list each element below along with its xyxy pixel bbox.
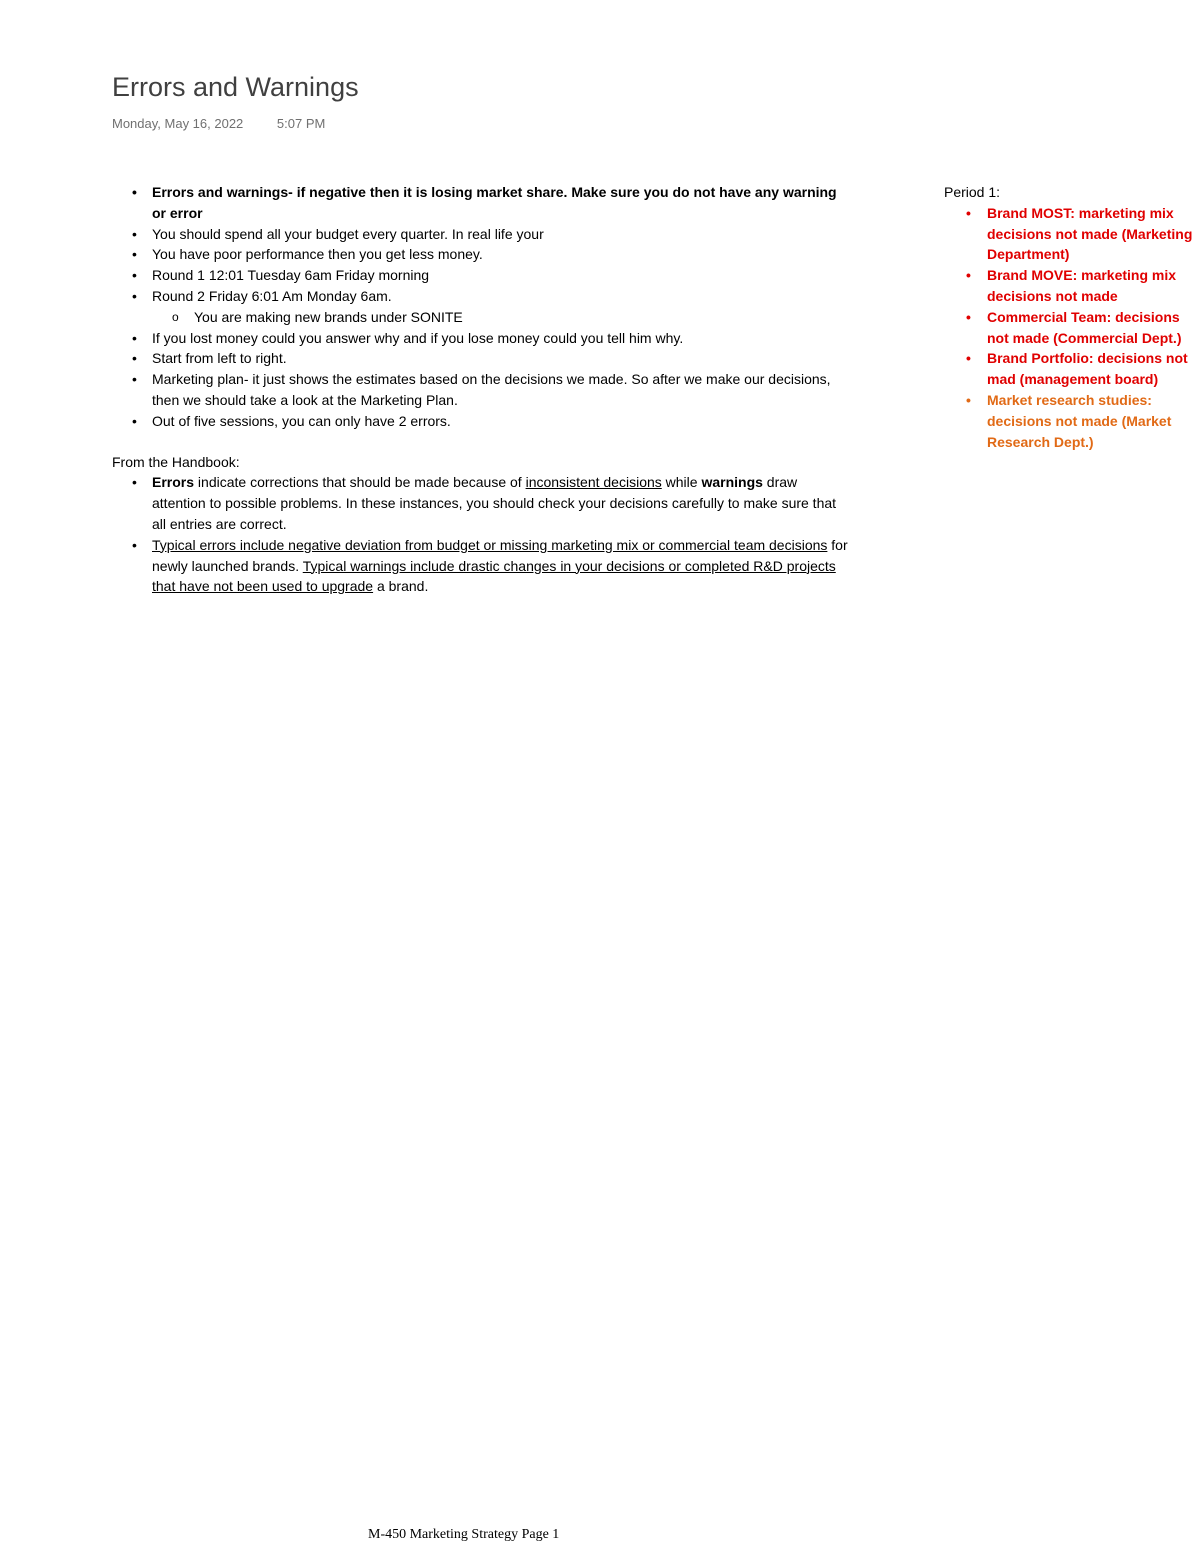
notes-body bbox=[112, 182, 852, 597]
period-heading: Period 1: bbox=[944, 184, 1001, 200]
list-item: • Out of five sessions, you can only have 2 errors. bbox=[112, 411, 852, 432]
warnings-term: warnings bbox=[701, 474, 763, 491]
typical-errors-text: Typical errors include negative deviation from budget or missing marketing mix or commercial team decisions bbox=[152, 536, 828, 553]
errors-term: Errors bbox=[152, 474, 195, 491]
handbook-list bbox=[112, 472, 852, 597]
page-timestamp bbox=[112, 116, 325, 131]
handbook-heading: From the Handbook: bbox=[112, 453, 240, 470]
list-item: • Round 1 12:01 Tuesday 6am Friday morning bbox=[112, 265, 852, 286]
list-item: • You should spend all your budget every quarter. In real life your bbox=[112, 224, 852, 245]
handbook-text: indicate corrections that should be made because of bbox=[194, 474, 526, 491]
error-item: • Commercial Team: decisions not made (Commercial Dept.) bbox=[944, 307, 1196, 349]
list-item: • Round 2 Friday 6:01 Am Monday 6am. bbox=[112, 286, 852, 307]
list-item bbox=[112, 472, 852, 534]
handbook-text: draw attention to possible problems. In these instances, you should check your decisions carefully to make sure that all entries are correct. bbox=[152, 474, 837, 532]
handbook-text: a brand. bbox=[373, 578, 429, 595]
handbook-text: while bbox=[661, 474, 702, 491]
list-item: • Errors and warnings- if negative then it is losing market share. Make sure you do not have any warning or error bbox=[112, 182, 852, 224]
list-item: • Start from left to right. bbox=[112, 348, 852, 369]
sub-list-item: o You are making new brands under SONITE bbox=[112, 307, 852, 328]
inconsistent-decisions-text: inconsistent decisions bbox=[525, 474, 662, 491]
page-date: Monday, May 16, 2022 bbox=[112, 116, 244, 131]
error-item: • Brand MOST: marketing mix decisions not made (Marketing Department) bbox=[944, 203, 1196, 265]
typical-warnings-text: Typical warnings include drastic changes in your decisions or completed R&D projects that have not been used to upgrade bbox=[152, 557, 836, 595]
warning-item: • Market research studies: decisions not made (Market Research Dept.) bbox=[944, 390, 1196, 452]
list-item bbox=[112, 535, 852, 597]
page-title: Errors and Warnings bbox=[112, 72, 359, 102]
error-item: • Brand Portfolio: decisions not mad (management board) bbox=[944, 348, 1196, 390]
period-list bbox=[944, 203, 1196, 453]
list-item: • You have poor performance then you get less money. bbox=[112, 244, 852, 265]
page-time: 5:07 PM bbox=[276, 116, 326, 131]
notes-list bbox=[112, 182, 852, 432]
list-item: • Marketing plan- it just shows the estimates based on the decisions we made. So after we make our decisions, then we should take a look at the Marketing Plan. bbox=[112, 369, 852, 411]
period-notes bbox=[944, 182, 1196, 452]
error-item: • Brand MOVE: marketing mix decisions not made bbox=[944, 265, 1196, 307]
list-item: • If you lost money could you answer why and if you lose money could you tell him why. bbox=[112, 328, 852, 349]
page-footer: M-450 Marketing Strategy Page 1 bbox=[368, 1527, 560, 1542]
handbook-text: for newly launched brands. bbox=[152, 536, 848, 574]
